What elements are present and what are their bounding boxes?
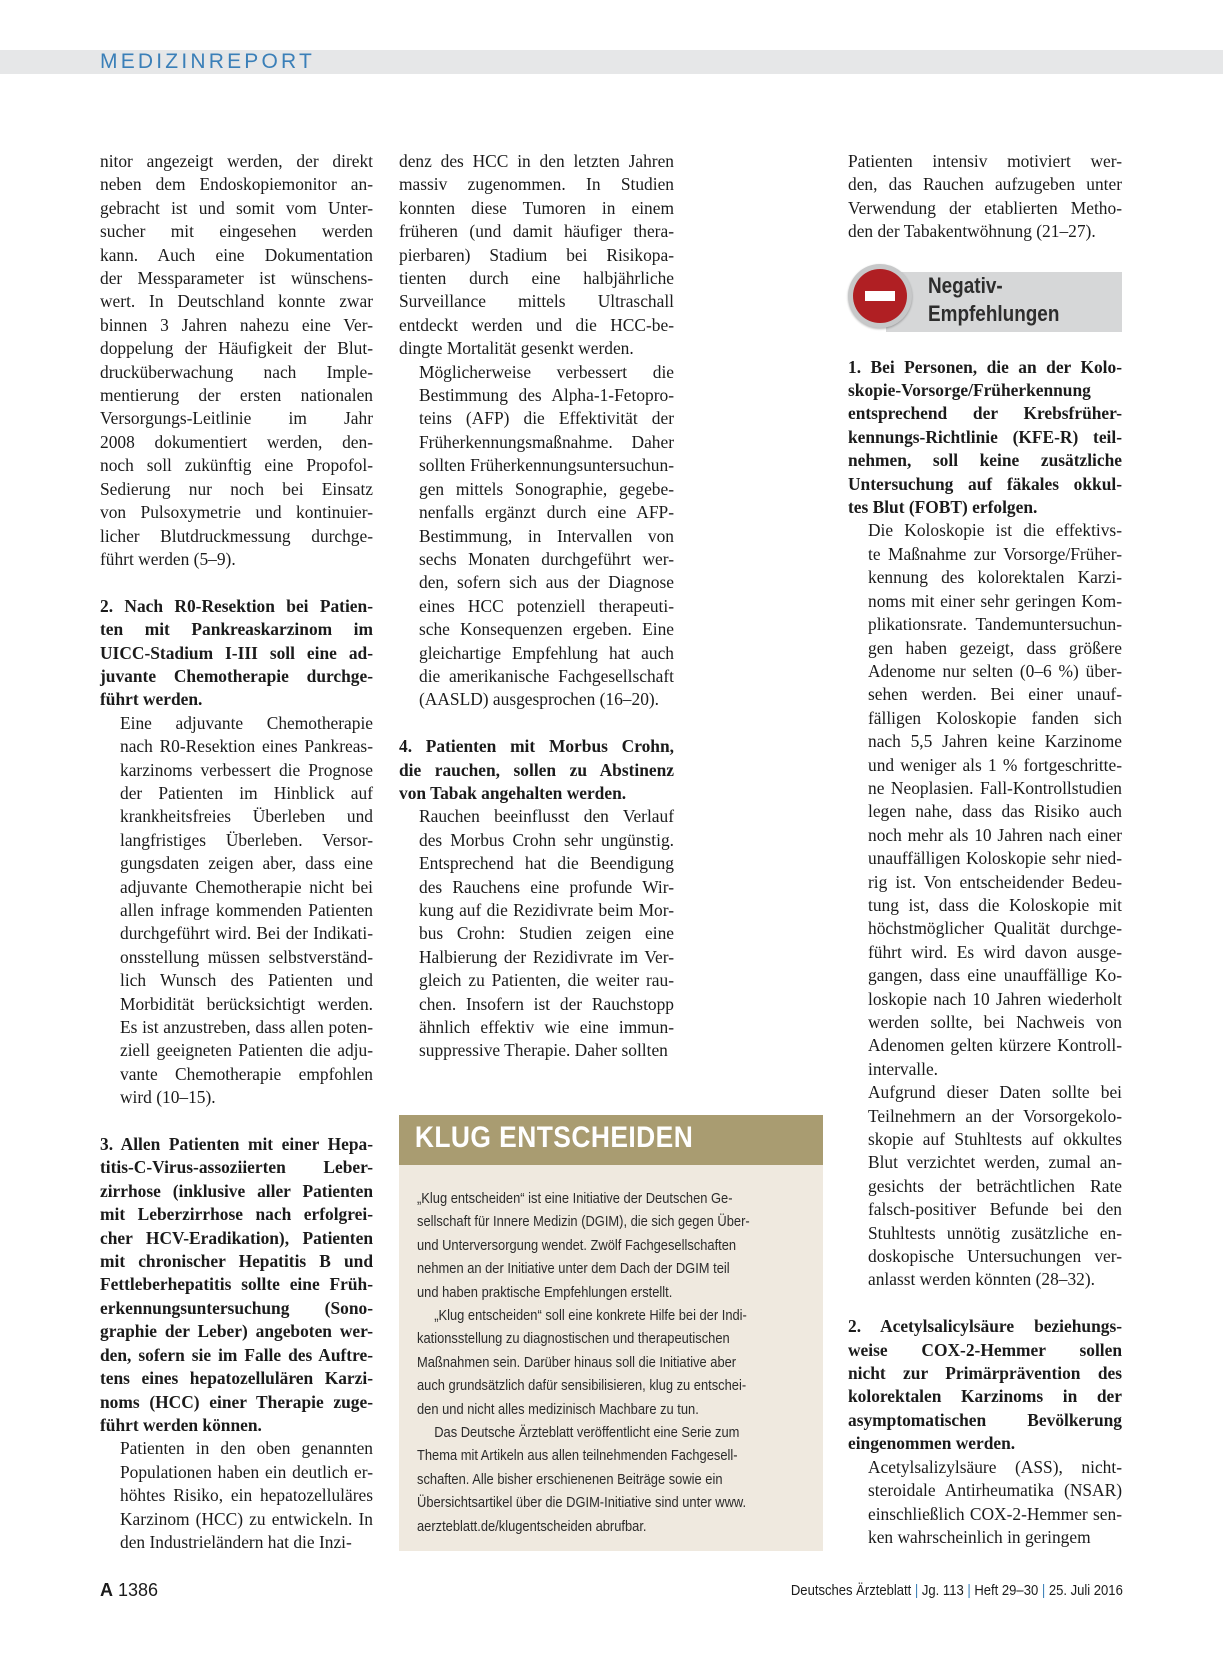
negativ-empfehlungen-badge	[848, 264, 1122, 332]
text-line: pierbaren) Stadium bei Risikopa-	[399, 244, 674, 265]
text-line: Patienten in den oben genannten	[120, 1438, 373, 1459]
text-line: ähnlich effektiv wie eine immun-	[419, 1017, 674, 1038]
text-line: sehen werden. Bei einer unauf-	[868, 684, 1122, 705]
text-line: te Maßnahme zur Vorsorge/Früher-	[868, 543, 1122, 564]
text-line: Teilnehmern an der Vorsorgekolo-	[868, 1105, 1122, 1126]
text-line: „Klug entscheiden“ soll eine konkrete Hilfe bei der Indi-	[434, 1307, 747, 1325]
text-line: höchstmöglicher Qualität durchge-	[868, 918, 1122, 939]
text-line: Adenome nur selten (0–6 %) über-	[868, 660, 1122, 681]
text-line: vante Chemotherapie empfohlen	[120, 1063, 373, 1084]
text-line: gebracht ist und somit vom Unter-	[100, 197, 373, 218]
badge-title	[928, 272, 1059, 328]
text-line: gleich zu Patienten, die weiter rau-	[419, 970, 674, 991]
text-line: Eine adjuvante Chemotherapie	[120, 712, 373, 733]
text-line: binnen 3 Jahren nahezu eine Ver-	[100, 314, 373, 335]
text-line: sche Konsequenzen ergeben. Eine	[419, 619, 674, 640]
text-line: Thema mit Artikeln aus allen teilnehmenden Fachgesell-	[417, 1447, 738, 1465]
text-line: nitor angezeigt werden, der direkt	[100, 151, 373, 171]
text-line: 4. Patienten mit Morbus Crohn,	[399, 736, 674, 757]
text-line: werden sollte, bei Nachweis von	[868, 1012, 1122, 1032]
text-line: suppressive Therapie. Daher sollten	[419, 1040, 668, 1061]
badge-title-line-1: Negativ-	[928, 272, 1003, 298]
text-line: nicht zur Primärprävention des	[848, 1363, 1122, 1384]
text-line: Stuhltests unnötig zusätzliche en-	[868, 1222, 1122, 1243]
text-line: eingenommen werden.	[848, 1433, 1016, 1454]
journal-footer	[791, 1583, 1123, 1599]
text-line: mit chronischer Hepatitis B und	[100, 1251, 373, 1272]
text-line: gen haben gezeigt, dass größere	[868, 637, 1122, 658]
text-line: 2. Nach R0-Resektion bei Patien-	[100, 595, 373, 616]
text-line: von Pulsoxymetrie und kontinuier-	[100, 502, 373, 523]
text-line: führt werden können.	[100, 1414, 262, 1435]
text-line: Morbidität berücksichtigt werden.	[120, 993, 373, 1014]
text-line: auch grundsätzlich dafür sensibilisieren, klug zu entschei-	[417, 1377, 747, 1395]
text-line: allen infrage kommenden Patienten	[120, 899, 373, 920]
text-line: noms (HCC) einer Therapie zuge-	[100, 1391, 373, 1412]
text-line: 2. Acetylsalicylsäure beziehungs-	[848, 1316, 1122, 1337]
text-line: der Patienten im Hinblick auf	[120, 782, 373, 803]
column-3-intro	[848, 150, 1122, 244]
text-line: gangen, dass eine unauffällige Ko-	[868, 965, 1122, 986]
text-line: nenfalls ergänzt durch eine AFP-	[419, 502, 674, 523]
text-line: falsch-positiver Befunde bei den	[868, 1199, 1122, 1220]
text-line: Verwendung der etablierten Metho-	[848, 197, 1122, 218]
text-line: noms mit einer sehr geringen Kom-	[868, 590, 1122, 611]
text-line: cher HCV-Eradikation), Patienten	[100, 1227, 373, 1248]
text-line: plikationsrate. Tandemuntersuchun-	[868, 614, 1122, 635]
text-line: Populationen haben ein deutlich er-	[120, 1461, 373, 1482]
text-line: Aufgrund dieser Daten sollte bei	[868, 1082, 1122, 1103]
journal-volume: Jg. 113	[922, 1583, 964, 1599]
text-line: Fettleberhepatitis sollte eine Früh-	[100, 1274, 373, 1295]
text-line: graphie der Leber) angeboten wer-	[100, 1321, 373, 1342]
text-line: durchgeführt wird. Bei der Indikati-	[120, 923, 373, 944]
recommendation-heading	[848, 1315, 1122, 1455]
text-line: titis-C-Virus-assoziierten Leber-	[100, 1157, 373, 1178]
text-line: denz des HCC in den letzten Jahren	[399, 151, 674, 171]
text-line: Bestimmung des Alpha-1-Fetopro-	[419, 385, 674, 406]
text-line: drucküberwachung nach Imple-	[100, 361, 373, 382]
text-line: sellschaft für Innere Medizin (DGIM), die sich gegen Über-	[417, 1213, 750, 1231]
no-entry-icon-disc	[853, 269, 907, 323]
footer-separator: |	[915, 1583, 919, 1599]
text-line: den und nicht alles medizinisch Machbare zu tun.	[417, 1400, 699, 1418]
text-line: den der Tabakentwöhnung (21–27).	[848, 221, 1096, 242]
text-line: kolorektalen Karzinoms in der	[848, 1386, 1122, 1407]
klug-paragraph	[417, 1304, 803, 1421]
text-line: bus Crohn: Studien zeigen eine	[419, 923, 674, 944]
text-line: höhtes Risiko, ein hepatozelluläres	[120, 1485, 373, 1506]
text-line: konnten diese Tumoren in einem	[399, 197, 674, 218]
text-line: kennung des kolorektalen Karzi-	[868, 567, 1122, 588]
text-line: Untersuchung auf fäkales okkul-	[848, 473, 1122, 494]
text-line: legen nahe, dass das Risiko auch	[868, 801, 1122, 822]
text-line: schaften. Alle bisher erschienenen Beiträge sowie ein	[417, 1470, 723, 1488]
text-line: tienten durch eine halbjährliche	[399, 268, 674, 289]
text-line: massiv zugenommen. In Studien	[399, 174, 674, 195]
column-3	[848, 150, 1122, 1549]
text-line: anlasst werden könnten (28–32).	[868, 1269, 1095, 1290]
text-line: wird (10–15).	[120, 1087, 216, 1108]
text-line: nehmen an der Initiative unter dem Dach der DGIM teil	[417, 1260, 730, 1278]
text-line: den Industrieländern hat die Inzi-	[120, 1531, 352, 1552]
text-line: Sedierung nur noch bei Einsatz	[100, 478, 373, 499]
paragraph	[100, 150, 373, 571]
text-line: Halbierung der Rezidivrate im Ver-	[419, 946, 674, 967]
no-entry-icon	[848, 264, 912, 328]
paragraph	[100, 712, 373, 1110]
journal-date: 25. Juli 2016	[1048, 1583, 1123, 1599]
text-line: und weniger als 1 % fortgeschritte-	[868, 754, 1122, 775]
klug-paragraph	[417, 1421, 803, 1538]
paragraph	[399, 805, 674, 1062]
text-line: intervalle.	[868, 1058, 939, 1079]
text-line: führt werden (5–9).	[100, 548, 236, 569]
text-line: kationsstellung zu diagnostischen und therapeutischen	[417, 1330, 730, 1348]
text-line: den, das Rauchen aufzugeben unter	[848, 174, 1122, 195]
column-3-body	[848, 356, 1122, 1550]
paragraph	[848, 519, 1122, 1081]
text-line: rig ist. Von entscheidender Bedeu-	[868, 871, 1122, 892]
text-line: mit Leberzirrhose nach erfolgrei-	[100, 1204, 373, 1225]
text-line: von Tabak angehalten werden.	[399, 782, 627, 803]
text-line: teins (AFP) die Effektivität der	[419, 408, 674, 429]
page-prefix: A	[100, 1580, 113, 1600]
text-line: einschließlich COX-2-Hemmer sen-	[868, 1503, 1122, 1524]
paragraph	[848, 1456, 1122, 1550]
recommendation-heading	[848, 356, 1122, 520]
text-line: noch mehr als 10 Jahren nach einer	[868, 824, 1122, 845]
text-line: entdeckt werden und die HCC-be-	[399, 314, 674, 335]
text-line: 2008 dokumentiert werden, den-	[100, 431, 373, 452]
no-entry-icon-bar	[865, 291, 895, 301]
text-line: steroidale Antirheumatika (NSAR)	[868, 1480, 1122, 1501]
text-line: die amerikanische Fachgesellschaft	[419, 665, 674, 686]
text-line: tens eines hepatozellulären Karzi-	[100, 1368, 373, 1389]
text-line: adjuvante Chemotherapie nicht bei	[120, 876, 373, 897]
text-line: Maßnahmen sein. Darüber hinaus soll die Initiative aber	[417, 1353, 737, 1371]
text-line: Früherkennungsmaßnahme. Daher	[419, 431, 674, 452]
text-line: onsstellung müssen selbstverständ-	[120, 946, 373, 967]
text-line: wert. In Deutschland konnte zwar	[100, 291, 373, 312]
klug-paragraph	[417, 1187, 803, 1304]
text-line: Die Koloskopie ist die effektivs-	[868, 520, 1122, 541]
text-line: nach 5,5 Jahren keine Karzinome	[868, 731, 1122, 752]
text-line: sechs Monaten durchgeführt wer-	[419, 548, 674, 569]
text-line: unauffälligen Koloskopie sehr nied-	[868, 848, 1122, 869]
text-line: nehmen, soll keine zusätzliche	[848, 450, 1122, 471]
text-line: Es ist anzustreben, dass allen poten-	[120, 1017, 373, 1038]
text-line: ten mit Pankreaskarzinom im	[100, 619, 373, 640]
text-line: ne Neoplasien. Fall-Kontrollstudien	[868, 777, 1122, 798]
footer-separator: |	[1041, 1583, 1046, 1599]
text-line: „Klug entscheiden“ ist eine Initiative der Deutschen Ge-	[417, 1190, 733, 1207]
text-line: gesichts der beträchtlichen Rate	[868, 1175, 1122, 1196]
text-line: zirrhose (inklusive aller Patienten	[100, 1180, 373, 1201]
text-line: und Unterversorgung wendet. Zwölf Fachgesellschaften	[417, 1236, 737, 1254]
text-line: des Rauchens eine profunde Wir-	[419, 876, 674, 897]
text-line: ken wahrscheinlich in geringem	[868, 1526, 1091, 1547]
text-line: aerzteblatt.de/klugentscheiden abrufbar.	[417, 1517, 647, 1535]
paragraph	[399, 361, 674, 712]
page-number	[100, 1580, 158, 1601]
text-line: tes Blut (FOBT) erfolgen.	[848, 497, 1038, 518]
text-line: doskopische Untersuchungen ver-	[868, 1246, 1122, 1267]
text-line: fälligen Koloskopie fanden sich	[868, 707, 1122, 728]
text-line: chen. Insofern ist der Rauchstopp	[419, 993, 674, 1014]
paragraph	[399, 150, 674, 361]
text-line: juvante Chemotherapie durchge-	[100, 665, 373, 686]
text-line: kung auf die Rezidivrate beim Mor-	[419, 899, 674, 920]
text-line: krankheitsfreies Überleben und	[120, 806, 373, 827]
text-line: Bestimmung, in Intervallen von	[419, 525, 674, 546]
text-line: 3. Allen Patienten mit einer Hepa-	[100, 1134, 373, 1155]
text-line: gen mittels Sonographie, gegebe-	[419, 478, 674, 499]
text-line: Acetylsalizylsäure (ASS), nicht-	[868, 1456, 1122, 1477]
journal-issue: Heft 29–30	[974, 1583, 1039, 1599]
page-number-value: 1386	[118, 1580, 159, 1600]
text-line: skopie-Vorsorge/Früherkennung	[848, 380, 1091, 401]
text-line: ziell geeigneten Patienten die adju-	[120, 1040, 373, 1061]
klug-entscheiden-header	[399, 1115, 823, 1165]
text-line: doppelung der Häufigkeit der Blut-	[100, 338, 373, 359]
text-line: licher Blutdruckmessung durchge-	[100, 525, 373, 546]
text-line: loskopie nach 10 Jahren wiederholt	[868, 988, 1122, 1009]
text-line: früheren (und damit häufiger thera-	[399, 221, 674, 242]
text-line: asymptomatischen Bevölkerung	[848, 1409, 1122, 1430]
text-line: führt wird. Es wird davon ausge-	[868, 941, 1122, 962]
badge-title-line-2: Empfehlungen	[928, 300, 1060, 326]
text-line: tung ist, dass die Koloskopie mit	[868, 894, 1122, 915]
text-line: eines HCC potenziell therapeuti-	[419, 595, 674, 616]
text-line: noch soll zukünftig eine Propofol-	[100, 455, 373, 476]
text-line: (AASLD) ausgesprochen (16–20).	[419, 689, 660, 710]
text-line: Adenomen gelten kürzere Kontroll-	[868, 1035, 1122, 1056]
text-line: Blut verzichtet werden, zumal an-	[868, 1152, 1122, 1173]
text-line: Übersichtsartikel über die DGIM-Initiative sind unter www.	[417, 1494, 747, 1512]
text-line: Rauchen beeinflusst den Verlauf	[419, 806, 674, 827]
text-line: nach R0-Resektion eines Pankreas-	[120, 736, 373, 757]
text-line: sucher mit eingesehen werden	[100, 221, 373, 242]
section-label: MEDIZINREPORT	[100, 50, 316, 73]
klug-entscheiden-box	[399, 1115, 823, 1551]
text-line: skopie auf Stuhltests auf okkultes	[868, 1129, 1122, 1150]
text-line: weise COX-2-Hemmer sollen	[848, 1339, 1122, 1360]
text-line: Das Deutsche Ärzteblatt veröffentlicht eine Serie zum	[434, 1424, 740, 1442]
paragraph	[100, 1437, 373, 1554]
journal-name: Deutsches Ärzteblatt	[791, 1583, 912, 1599]
text-line: Versorgungs-Leitlinie im Jahr	[100, 408, 373, 429]
text-line: kann. Auch eine Dokumentation	[100, 244, 373, 265]
text-line: gleichartige Empfehlung hat auch	[419, 642, 674, 663]
text-line: Karzinom (HCC) zu entwickeln. In	[120, 1508, 373, 1529]
text-line: des Morbus Crohn sehr ungünstig.	[419, 829, 674, 850]
text-line: führt werden.	[100, 689, 203, 710]
text-line: langfristiges Überleben. Versor-	[120, 829, 373, 850]
text-line: die rauchen, sollen zu Abstinenz	[399, 759, 674, 780]
text-line: den, sofern sich aus der Diagnose	[419, 572, 674, 593]
text-line: und haben praktische Empfehlungen erstellt.	[417, 1283, 673, 1301]
text-line: 1. Bei Personen, die an der Kolo-	[848, 356, 1122, 377]
klug-entscheiden-title: KLUG ENTSCHEIDEN	[414, 1121, 694, 1154]
paragraph	[848, 1081, 1122, 1292]
footer-separator: |	[967, 1583, 971, 1599]
text-line: Möglicherweise verbessert die	[419, 361, 674, 382]
column-1	[100, 150, 373, 1554]
column-2	[399, 150, 674, 1063]
text-line: dingte Mortalität gesenkt werden.	[399, 338, 634, 359]
text-line: gungsdaten zeigen aber, dass eine	[120, 853, 373, 874]
text-line: karzinoms verbessert die Prognose	[120, 759, 373, 780]
text-line: Surveillance mittels Ultraschall	[399, 291, 674, 312]
text-line: entsprechend der Krebsfrüher-	[848, 403, 1122, 424]
recommendation-heading	[100, 1133, 373, 1437]
text-line: erkennungsuntersuchung (Sono-	[100, 1297, 373, 1318]
text-line: der Messparameter ist wünschens-	[100, 268, 373, 289]
recommendation-heading	[100, 595, 373, 712]
text-line: Patienten intensiv motiviert wer-	[848, 151, 1122, 171]
text-line: neben dem Endoskopiemonitor an-	[100, 174, 373, 195]
text-line: lich Wunsch des Patienten und	[120, 970, 373, 991]
text-line: UICC-Stadium I-III soll eine ad-	[100, 642, 373, 663]
text-line: mentierung der ersten nationalen	[100, 385, 373, 406]
klug-entscheiden-body	[417, 1187, 803, 1538]
text-line: sollten Früherkennungsuntersuchun-	[419, 455, 674, 476]
recommendation-heading	[399, 735, 674, 805]
text-line: kennungs-Richtlinie (KFE-R) teil-	[848, 426, 1122, 447]
text-line: den, sofern sie im Falle des Auftre-	[100, 1344, 373, 1365]
text-line: Entsprechend hat die Beendigung	[419, 853, 674, 874]
